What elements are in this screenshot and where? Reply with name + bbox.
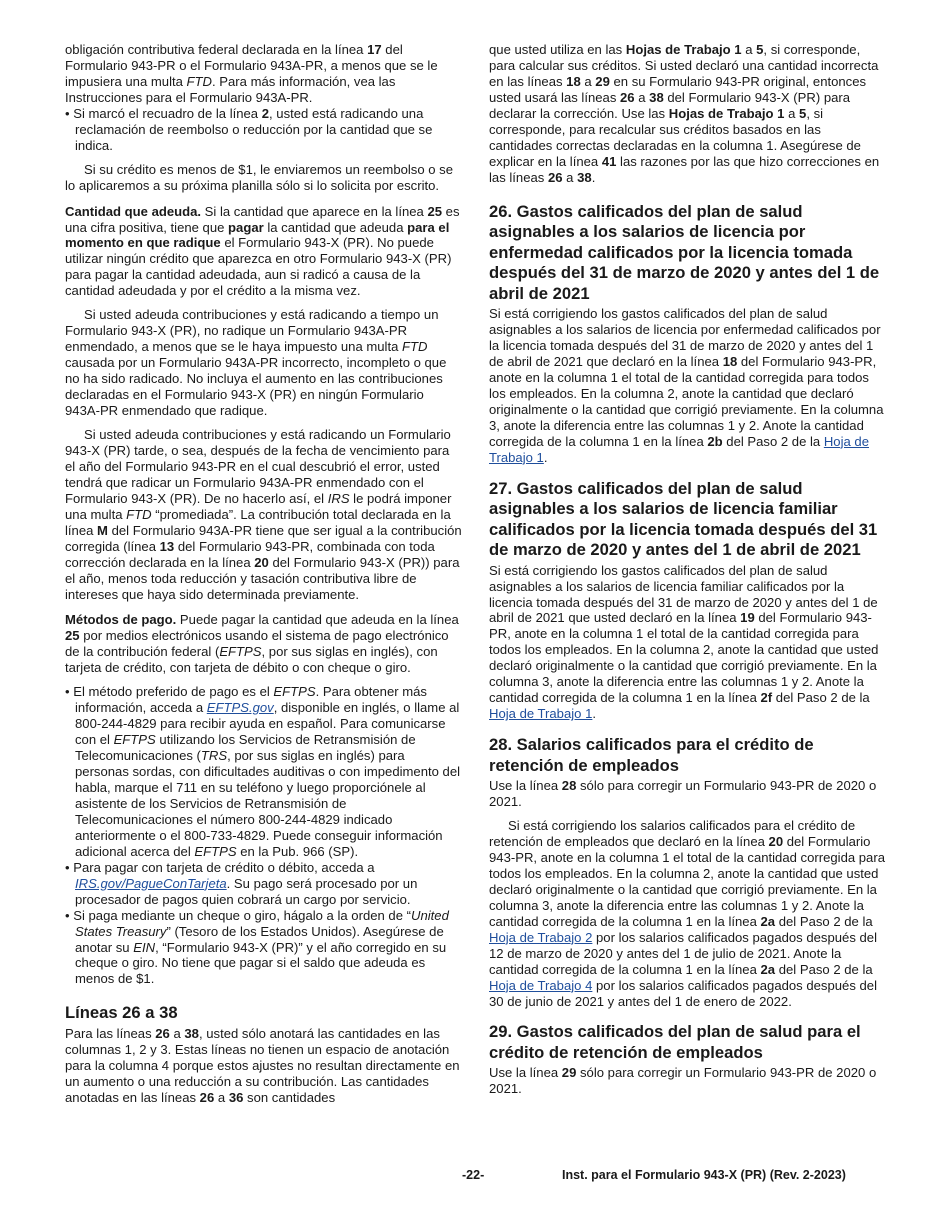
footer-title: Inst. para el Formulario 943-X (PR) (Rev. 2-2023)	[562, 1168, 846, 1182]
paragraph: Métodos de pago. Puede pagar la cantidad que adeuda en la línea 25 por medios electrónicos usando el sistema de pago electrónico de la contribución federal (EFTPS, por sus siglas en inglés), con tarjeta de crédito, con tarjeta de débito o con cheque o giro.	[65, 612, 459, 676]
bullet-item: • El método preferido de pago es el EFTPS. Para obtener más información, acceda a EFTPS.gov, disponible en inglés, o llame al 800-244-4829 para recibir ayuda en español. Para comunicarse con el EFTPS utilizando los Servicios de Retransmisión de Telecomunicaciones (TRS, por sus siglas en inglés) para personas sordas, con dificultades auditivas o con impedimento del habla, marque el 711 en su teléfono y luego proporciónele al asistente de los Servicios de Retransmisión de Telecomunicaciones el número 800-244-4829 indicado anteriormente o el 800-733-4829. Puede conseguir información adicional acerca del EFTPS en la Pub. 966 (SP).	[65, 684, 461, 859]
paragraph: Si usted adeuda contribuciones y está radicando a tiempo un Formulario 943-X (PR), no radique un Formulario 943A-PR enmendado, a menos que se le haya impuesto una multa FTD causada por un Formulario 943A-PR incorrecto, incompleto o que no ha sido radicado. No incluya el aumento en las contribuciones declaradas en el Formulario 943-X (PR) en ningún Formulario 943A-PR enmendado que radique.	[65, 307, 447, 419]
inline-link[interactable]: Hoja de Trabajo 2	[489, 929, 593, 945]
paragraph: Si usted adeuda contribuciones y está radicando un Formulario 943-X (PR) tarde, o sea, después de la fecha de vencimiento para el año del Formulario 943-PR en el cual descubrió el error, usted tendrá que radicar un Formulario 943A-PR enmendado con el Formulario 943-X (PR). De no hacerlo así, el IRS le podrá imponer una multa FTD “promediada”. La contribución total declarada en la línea M del Formulario 943A-PR tiene que ser igual a la contribución corregida (línea 13 del Formulario 943-PR, combinada con toda corrección declarada en la línea 20 del Formulario 943-X (PR)) para el año, menos toda reducción y tasación contributiva libre de intereses que haya sido determinada previamente.	[65, 426, 462, 602]
paragraph: que usted utiliza en las Hojas de Trabajo 1 a 5, si corresponde, para calcular sus créditos. Si usted declaró una cantidad incorrecta en las líneas 18 a 29 en su Formulario 943-PR original, entonces usted usará las líneas 26 a 38 del Formulario 943-X (PR) para declarar la corrección. Use las Hojas de Trabajo 1 a 5, si corresponde, para recalcular sus créditos basados en las cantidades correctas declaradas en la columna 1. Asegúrese de explicar en la línea 41 las razones por las que hizo correcciones en las líneas 26 a 38.	[489, 42, 880, 185]
inline-link[interactable]: Hoja de Trabajo 1	[489, 433, 869, 465]
bullet-item: • Para pagar con tarjeta de crédito o débito, acceda a IRS.gov/PagueConTarjeta. Su pago será procesado por un procesador de pagos quien cobrará un cargo por servicio.	[65, 859, 418, 907]
section-heading-26: 26. Gastos calificados del plan de salud asignables a los salarios de licencia por enfermedad calificados por la licencia tomada después del 31 de marzo de 2020 y antes del 1 de abril de 2021	[489, 201, 880, 303]
paragraph: Si está corrigiendo los gastos calificados del plan de salud asignables a los salarios de licencia por enfermedad calificados por la licencia tomada después del 31 de marzo de 2020 y antes del 1 de abril de 2021 que declaró en la línea 18 del Formulario 943-PR, anote en la columna 1 el total de la cantidad corregida para todos los empleados. En la columna 2, anote la cantidad que declaró originalmente o la cantidad que corrigió previamente. En la columna 3, anote la diferencia entre las columnas 1 y 2. Anote la cantidad corregida de la columna 1 en la línea 2b del Paso 2 de la Hoja de Trabajo 1.	[489, 306, 884, 465]
inline-link[interactable]: Hoja de Trabajo 1	[489, 706, 593, 722]
section-heading-29: 29. Gastos calificados del plan de salud para el crédito de retención de empleados	[489, 1022, 861, 1062]
paragraph: Si su crédito es menos de $1, le enviaremos un reembolso o se lo aplicaremos a su próxima planilla sólo si lo solicita por escrito.	[65, 161, 454, 193]
bullet-item: • Si paga mediante un cheque o giro, hágalo a la orden de “United States Treasury” (Tesoro de los Estados Unidos). Asegúrese de anotar su EIN, “Formulario 943-X (PR)” y el año corregido en su cheque o giro. No tiene que pagar si el saldo que adeuda es menos de $1.	[65, 907, 449, 987]
right-column	[489, 42, 885, 1097]
inline-link[interactable]: EFTPS.gov	[206, 700, 274, 716]
paragraph: Si está corrigiendo los salarios calificados para el crédito de retención de empleados que declaró en la línea 20 del Formulario 943-PR, anote en la columna 1 el total de la cantidad corregida para todos los empleados. En la columna 2, anote la cantidad que usted declaró originalmente o la cantidad que corrigió previamente. En la columna 3, anote la diferencia entre las columnas 1 y 2. Anote la cantidad corregida de la columna 1 en la línea 2a del Paso 2 de la Hoja de Trabajo 2 por los salarios calificados pagados después del 12 de marzo de 2020 y antes del 1 de julio de 2021. Anote la cantidad corregida de la columna 1 en la línea 2a del Paso 2 de la Hoja de Trabajo 4 por los salarios calificados pagados después del 30 de junio de 2021 y antes del 1 de enero de 2022.	[489, 818, 885, 1009]
bullet-item: • Si marcó el recuadro de la línea 2, usted está radicando una reclamación de reembolso o reducción por la cantidad que se indica.	[65, 105, 433, 153]
paragraph: obligación contributiva federal declarada en la línea 17 del Formulario 943-PR o el Formulario 943A-PR, a menos que se le impusiera una multa FTD. Para más información, vea las Instrucciones para el Formulario 943A-PR.	[65, 42, 438, 105]
section-heading-27: 27. Gastos calificados del plan de salud asignables a los salarios de licencia familiar calificados por la licencia tomada después del 31 de marzo de 2020 y antes del 1 de abril de 2021	[489, 478, 878, 560]
section-heading: Líneas 26 a 38	[65, 1003, 178, 1023]
paragraph: Para las líneas 26 a 38, usted sólo anotará las cantidades en las columnas 1, 2 y 3. Estas líneas no tienen un espacio de anotación para la columna 4 porque estos ajustes no resultan directamente en un aumento o una reducción a su contribución. Las cantidades anotadas en las líneas 26 a 36 son cantidades	[65, 1025, 460, 1105]
inline-link[interactable]: IRS.gov/PagueConTarjeta	[75, 875, 227, 891]
left-column	[65, 42, 462, 1106]
paragraph: Use la línea 29 sólo para corregir un Formulario 943-PR de 2020 o 2021.	[489, 1065, 877, 1097]
paragraph: Si está corrigiendo los gastos calificados del plan de salud asignables a los salarios de licencia familiar calificados por la licencia tomada después del 31 de marzo de 2020 y antes del 1 de abril de 2021 que usted declaró en la línea 19 del Formulario 943-PR, anote en la columna 1 el total de la cantidad corregida para todos los empleados. En la columna 2, anote la cantidad que usted declaró originalmente o la cantidad que corrigió previamente. En la columna 3, anote la diferencia entre las columnas 1 y 2. Anote la cantidad corregida de la columna 1 en la línea 2f del Paso 2 de la Hoja de Trabajo 1.	[489, 562, 879, 722]
paragraph: Cantidad que adeuda. Si la cantidad que aparece en la línea 25 es una cifra positiva, tiene que pagar la cantidad que adeuda para el momento en que radique el Formulario 943-X (PR). No puede utilizar ningún crédito que aparezca en otro Formulario 943-X (PR) para pagar la cantidad adeudada, aun si radicó a causa de la cantidad adeudada y por el crédito a la misma vez.	[65, 203, 460, 299]
paragraph: Use la línea 28 sólo para corregir un Formulario 943-PR de 2020 o 2021.	[489, 778, 877, 810]
inline-link[interactable]: Hoja de Trabajo 4	[489, 977, 593, 993]
page-number: -22-	[462, 1168, 485, 1182]
section-heading-28: 28. Salarios calificados para el crédito de retención de empleados	[489, 735, 814, 775]
